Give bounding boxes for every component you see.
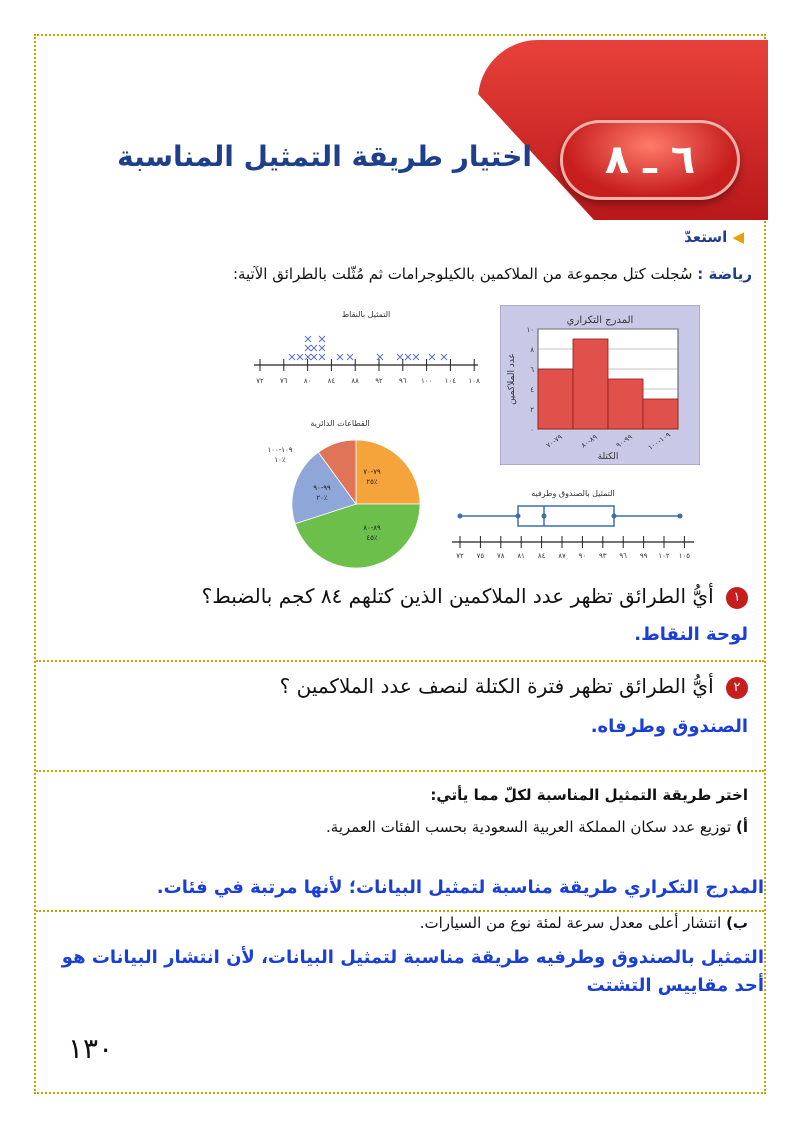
box-plot-median-point [542, 514, 547, 519]
intro-text: سُجلت كتل مجموعة من الملاكمين بالكيلوجرامات ثم مُثّلت بالطرائق الآتية: [232, 265, 693, 283]
histogram-xtick-label: ٧٩-٧٠ [544, 433, 564, 450]
lesson-number-badge [560, 120, 740, 200]
dot-plot-tick-label: ٧٢ [256, 377, 264, 385]
pie-slice-percent: ٤٥٪ [366, 534, 378, 542]
dot-plot-mark [311, 354, 317, 360]
triangle-arrow-icon: ◀ [732, 228, 744, 246]
dot-plot-mark [441, 354, 447, 360]
pie-slice-label: ٩٩-٩٠ [313, 484, 331, 492]
question-1 [202, 584, 748, 609]
box-plot-tick-label: ٧٨ [497, 552, 505, 560]
dot-plot-mark [397, 354, 403, 360]
dot-plot-mark [305, 336, 311, 342]
exercise-b-label: ب) [726, 914, 748, 932]
answer-2: الصندوق وطرفاه. [590, 716, 748, 737]
pie-slice-percent: ٢٥٪ [366, 478, 378, 486]
pie-slice-label: ٧٩-٧٠ [363, 468, 381, 476]
dot-plot-tick-label: ٨٨ [351, 377, 359, 385]
dot-plot-tick-label: ٩٦ [399, 377, 407, 385]
question-2-text: أيُّ الطرائق تظهر فترة الكتلة لنصف عدد الملاكمين ؟ [279, 674, 714, 698]
box-plot-title: التمثيل بالصندوق وطرفيه [531, 489, 615, 498]
histogram-ytick-label: ١٠ [526, 326, 534, 334]
histogram-ytick-label: ٦ [530, 366, 534, 374]
dot-plot-mark [413, 354, 419, 360]
dot-plot-mark [405, 354, 411, 360]
box-plot-tick-label: ٨٤ [537, 552, 546, 560]
exercise-a-text: توزيع عدد سكان المملكة العربية السعودية بحسب الفئات العمرية. [326, 818, 732, 836]
pie-slice-percent: ٢٠٪ [316, 494, 328, 502]
histogram-bar [608, 379, 643, 429]
dot-plot-mark [347, 354, 353, 360]
box-plot-max-point [678, 514, 683, 519]
dot-plot-mark [305, 345, 311, 351]
box-plot-chart [448, 486, 698, 562]
intro-tag: رياضة : [697, 265, 752, 283]
dot-plot-mark [377, 354, 383, 360]
box-plot-tick-label: ٩٣ [599, 552, 607, 560]
box-plot-tick-label: ١٠٥ [678, 552, 691, 560]
box-plot-tick-label: ٨١ [517, 552, 525, 560]
exercise-b [420, 914, 748, 932]
question-2-number: ٢ [726, 677, 748, 699]
pie-chart [260, 412, 440, 572]
box-plot-tick-label: ٩٠ [578, 552, 587, 560]
lesson-number: ٦ ـ ٨ [604, 137, 696, 183]
dot-plot-mark [289, 354, 295, 360]
box-plot-tick-label: ٨٧ [558, 552, 566, 560]
histogram-xtick-label: ٩٩-٩٠ [614, 433, 634, 450]
exercise-a [326, 818, 748, 836]
dot-plot-tick-label: ١٠٤ [444, 377, 457, 385]
box-plot-q1-point [516, 514, 521, 519]
dot-plot-mark [319, 345, 325, 351]
separator [36, 910, 764, 912]
dot-plot-mark [337, 354, 343, 360]
box-plot-q3-point [612, 514, 617, 519]
box-plot-tick-label: ٩٦ [619, 552, 627, 560]
dot-plot-mark [297, 354, 303, 360]
dot-plot-mark [319, 336, 325, 342]
intro-paragraph [52, 262, 752, 286]
dot-plot-tick-label: ١٠٨ [468, 377, 480, 385]
box-plot-tick-label: ٧٢ [456, 552, 464, 560]
histogram-bar [573, 339, 608, 429]
pie-slice-label: ٨٩-٨٠ [363, 524, 381, 532]
box-plot-tick-label: ١٠٢ [658, 552, 670, 560]
histogram-xlabel: الكتلة [597, 452, 619, 462]
histogram-bar [643, 399, 678, 429]
dot-plot-tick-label: ٩٢ [375, 377, 383, 385]
histogram-ytick-label: ٠ [530, 426, 534, 434]
dot-plot-tick-label: ٨٤ [327, 377, 336, 385]
histogram-title: المدرج التكراري [566, 315, 634, 326]
exercise-a-label: أ) [736, 818, 748, 836]
exercise-b-answer: التمثيل بالصندوق وطرفيه طريقة مناسبة لتمثيل البيانات، لأن انتشار البيانات هو أحد مقاييس التشتت [61, 947, 764, 996]
answer-1: لوحة النقاط. [634, 624, 748, 645]
prepare-heading [684, 228, 744, 246]
histogram-chart [500, 305, 700, 465]
box-plot-box [518, 506, 614, 526]
box-plot-tick-label: ٩٩ [639, 552, 648, 560]
dot-plot-tick-label: ٨٠ [303, 377, 312, 385]
lesson-title: اختيار طريقة التمثيل المناسبة [117, 140, 532, 173]
histogram-xtick-label: ١٠٩-١٠٠ [646, 430, 672, 452]
histogram-ylabel: عدد الملاكمين [507, 353, 517, 405]
dot-plot-tick-label: ١٠٠ [420, 377, 433, 385]
pie-slice-label: ١٠٩-١٠٠ [267, 446, 293, 454]
question-1-text: أيُّ الطرائق تظهر عدد الملاكمين الذين كتلهم ٨٤ كجم بالضبط؟ [201, 584, 714, 608]
histogram-ytick-label: ٢ [530, 406, 534, 414]
dot-plot-mark [319, 354, 325, 360]
box-plot-tick-label: ٧٥ [476, 552, 485, 560]
box-plot-min-point [458, 514, 463, 519]
dot-plot-chart [250, 305, 482, 385]
histogram-bar [538, 369, 573, 429]
separator [36, 770, 764, 772]
page-number: ١٣٠ [68, 1032, 114, 1065]
exercise-heading: اختر طريقة التمثيل المناسبة لكلّ مما يأتي: [430, 786, 748, 804]
question-1-number: ١ [726, 587, 748, 609]
pie-slice-percent: ١٠٪ [274, 456, 286, 464]
histogram-ytick-label: ٨ [530, 346, 534, 354]
dot-plot-mark [429, 354, 435, 360]
histogram-ytick-label: ٤ [530, 386, 534, 394]
histogram-xtick-label: ٨٩-٨٠ [579, 433, 599, 450]
dot-plot-tick-label: ٧٦ [280, 377, 288, 385]
dot-plot-mark [311, 345, 317, 351]
dot-plot-title: التمثيل بالنقاط [341, 310, 391, 319]
exercise-b-text: انتشار أعلى معدل سرعة لمئة نوع من السيارات. [419, 914, 722, 932]
question-2 [280, 674, 748, 699]
exercise-a-answer: المدرج التكراري طريقة مناسبة لتمثيل البيانات؛ لأنها مرتبة في فئات. [156, 877, 764, 898]
pie-title: القطاعات الدائرية [310, 419, 370, 428]
prepare-label: استعدّ [684, 228, 728, 246]
separator [36, 660, 764, 662]
